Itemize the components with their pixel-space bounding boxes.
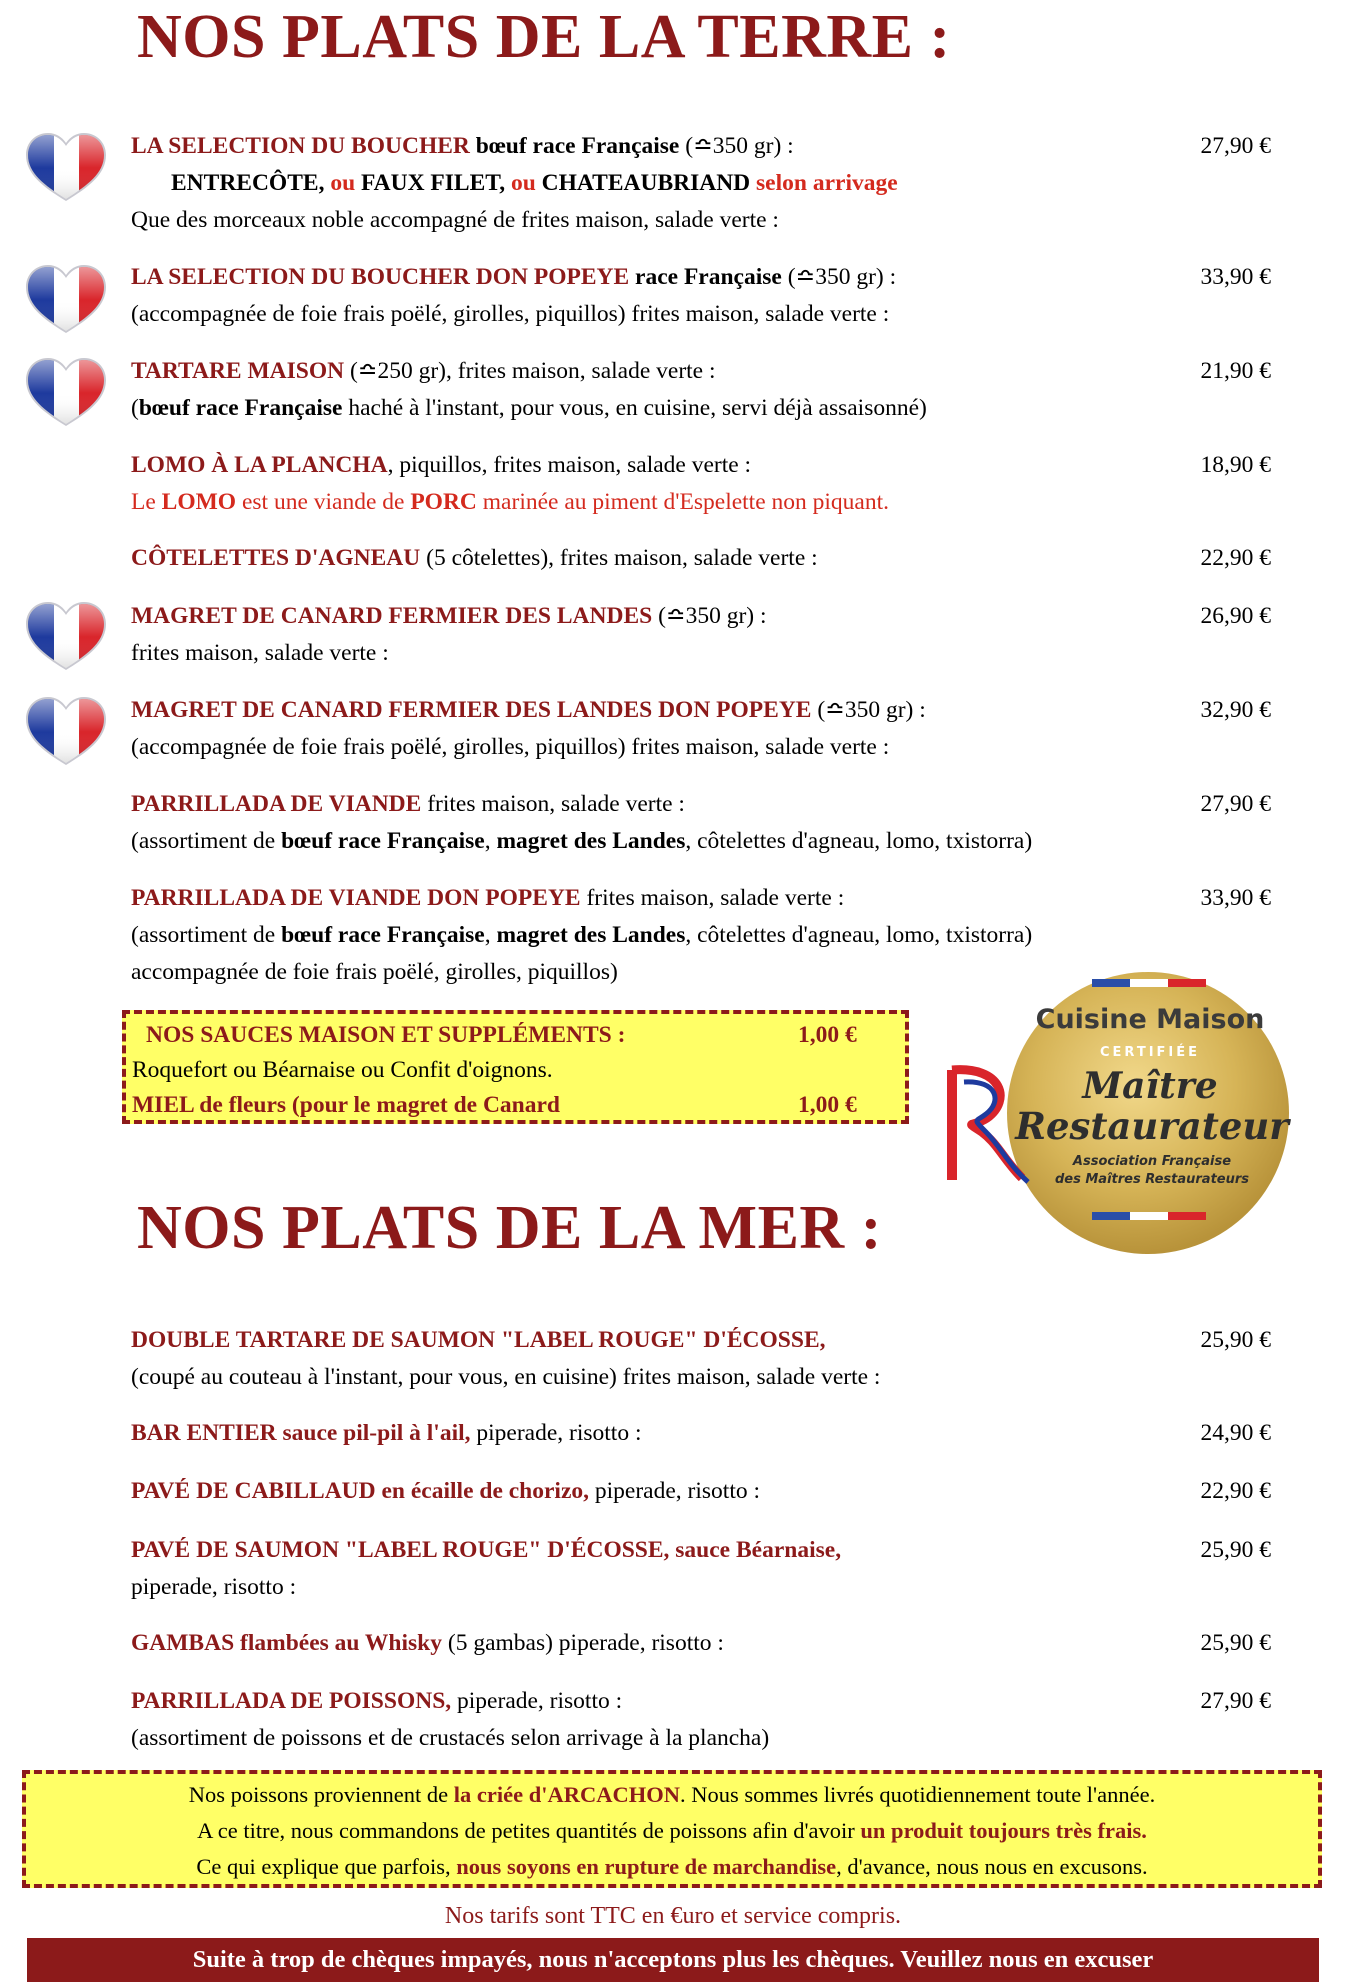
sauces-list: Roquefort ou Béarnaise ou Confit d'oignons.	[132, 1057, 553, 1083]
price: 27,90 €	[1200, 133, 1271, 159]
sauces-price: 1,00 €	[798, 1022, 857, 1048]
price: 33,90 €	[1200, 885, 1271, 911]
section-title-terre: NOS PLATS DE LA TERRE :	[137, 3, 951, 71]
price: 22,90 €	[1200, 545, 1271, 571]
svg-text:Association Française: Association Française	[1072, 1154, 1232, 1169]
miel-line: MIEL de fleurs (pour le magret de Canard	[132, 1092, 560, 1118]
menu-item: TARTARE MAISON (≏250 gr), frites maison, salade verte : 21,90 € (bœuf race Française haché à l'instant, pour vous, en cuisine, servi déjà assaisonné)	[131, 353, 1271, 427]
miel-price: 1,00 €	[798, 1092, 857, 1118]
menu-item: LA SELECTION DU BOUCHER DON POPEYE race Française (≏350 gr) : 33,90 € (accompagnée de foie frais poëlé, girolles, piquillos) frites maison, salade verte :	[131, 259, 1271, 333]
menu-item: PARRILLADA DE VIANDE DON POPEYE frites maison, salade verte : 33,90 € (assortiment de bœuf race Française, magret des Landes, côtelettes d'agneau, lomo, txistorra) accompagnée de foie frais poëlé, girolles, piquillos)	[131, 880, 1271, 991]
svg-text:des Maîtres Restaurateurs: des Maîtres Restaurateurs	[1054, 1172, 1250, 1187]
tax-note: Nos tarifs sont TTC en €uro et service compris.	[444, 1903, 902, 1929]
menu-item: BAR ENTIER sauce pil-pil à l'ail, piperade, risotto : 24,90 €	[131, 1415, 1271, 1452]
price: 25,90 €	[1200, 1537, 1271, 1563]
menu-item: PAVÉ DE SAUMON "LABEL ROUGE" D'ÉCOSSE, sauce Béarnaise, 25,90 € piperade, risotto :	[131, 1532, 1271, 1606]
price: 27,90 €	[1200, 791, 1271, 817]
menu-item: MAGRET DE CANARD FERMIER DES LANDES DON POPEYE (≏350 gr) : 32,90 € (accompagnée de foie frais poëlé, girolles, piquillos) frites maison, salade verte :	[131, 692, 1271, 766]
menu-item: GAMBAS flambées au Whisky (5 gambas) piperade, risotto : 25,90 €	[131, 1625, 1271, 1662]
french-flag-heart-icon	[26, 602, 106, 672]
menu-item: LA SELECTION DU BOUCHER bœuf race Française (≏350 gr) : 27,90 € ENTRECÔTE, ou FAUX FILET, ou CHATEAUBRIAND selon arrivage Que des morceaux noble accompagné de frites maison, salade verte :	[131, 128, 1271, 239]
price: 22,90 €	[1200, 1478, 1271, 1504]
price: 27,90 €	[1200, 1688, 1271, 1714]
french-flag-heart-icon	[26, 697, 106, 767]
section-title-mer: NOS PLATS DE LA MER :	[137, 1194, 882, 1262]
price: 18,90 €	[1200, 452, 1271, 478]
price: 25,90 €	[1200, 1630, 1271, 1656]
svg-text:CERTIFIÉE: CERTIFIÉE	[1099, 1045, 1201, 1060]
svg-text:Maître: Maître	[1082, 1065, 1218, 1107]
menu-item: PAVÉ DE CABILLAUD en écaille de chorizo, piperade, risotto : 22,90 €	[131, 1473, 1271, 1510]
svg-text:Cuisine Maison: Cuisine Maison	[1035, 1004, 1265, 1035]
sauces-title: NOS SAUCES MAISON ET SUPPLÉMENTS :	[146, 1022, 626, 1048]
menu-item: MAGRET DE CANARD FERMIER DES LANDES (≏350 gr) : 26,90 € frites maison, salade verte :	[131, 598, 1271, 672]
cheques-banner: Suite à trop de chèques impayés, nous n'acceptons plus les chèques. Veuillez nous en excuser	[27, 1938, 1319, 1982]
menu-item: PARRILLADA DE POISSONS, piperade, risotto : 27,90 € (assortiment de poissons et de crustacés selon arrivage à la plancha)	[131, 1683, 1271, 1757]
price: 25,90 €	[1200, 1327, 1271, 1353]
svg-text:Restaurateur: Restaurateur	[1015, 1104, 1289, 1148]
french-flag-heart-icon	[26, 358, 106, 428]
maitre-restaurateur-seal	[1000, 965, 1300, 1265]
menu-item: DOUBLE TARTARE DE SAUMON "LABEL ROUGE" D'ÉCOSSE, 25,90 € (coupé au couteau à l'instant, pour vous, en cuisine) frites maison, salade verte :	[131, 1322, 1271, 1396]
menu-item: PARRILLADA DE VIANDE frites maison, salade verte : 27,90 € (assortiment de bœuf race Française, magret des Landes, côtelettes d'agneau, lomo, txistorra)	[131, 786, 1271, 860]
french-flag-heart-icon	[26, 133, 106, 203]
fish-info-box: Nos poissons proviennent de la criée d'ARCACHON. Nous sommes livrés quotidiennement toute l'année. A ce titre, nous commandons de petites quantités de poissons afin d'avoir un produit toujours très frais. Ce qui explique que parfois, nous soyons en rupture de marchandise, d'avance, nous nous en excusons.	[22, 1770, 1322, 1888]
menu-item: LOMO À LA PLANCHA, piquillos, frites maison, salade verte : 18,90 € Le LOMO est une viande de PORC marinée au piment d'Espelette non piquant.	[131, 447, 1271, 521]
r-logo-icon	[942, 1060, 1032, 1190]
price: 24,90 €	[1200, 1420, 1271, 1446]
price: 33,90 €	[1200, 264, 1271, 290]
menu-item: CÔTELETTES D'AGNEAU (5 côtelettes), frites maison, salade verte : 22,90 €	[131, 540, 1271, 577]
price: 21,90 €	[1200, 358, 1271, 384]
price: 26,90 €	[1200, 603, 1271, 629]
sauces-box	[122, 1010, 909, 1124]
french-flag-heart-icon	[26, 265, 106, 335]
price: 32,90 €	[1200, 697, 1271, 723]
